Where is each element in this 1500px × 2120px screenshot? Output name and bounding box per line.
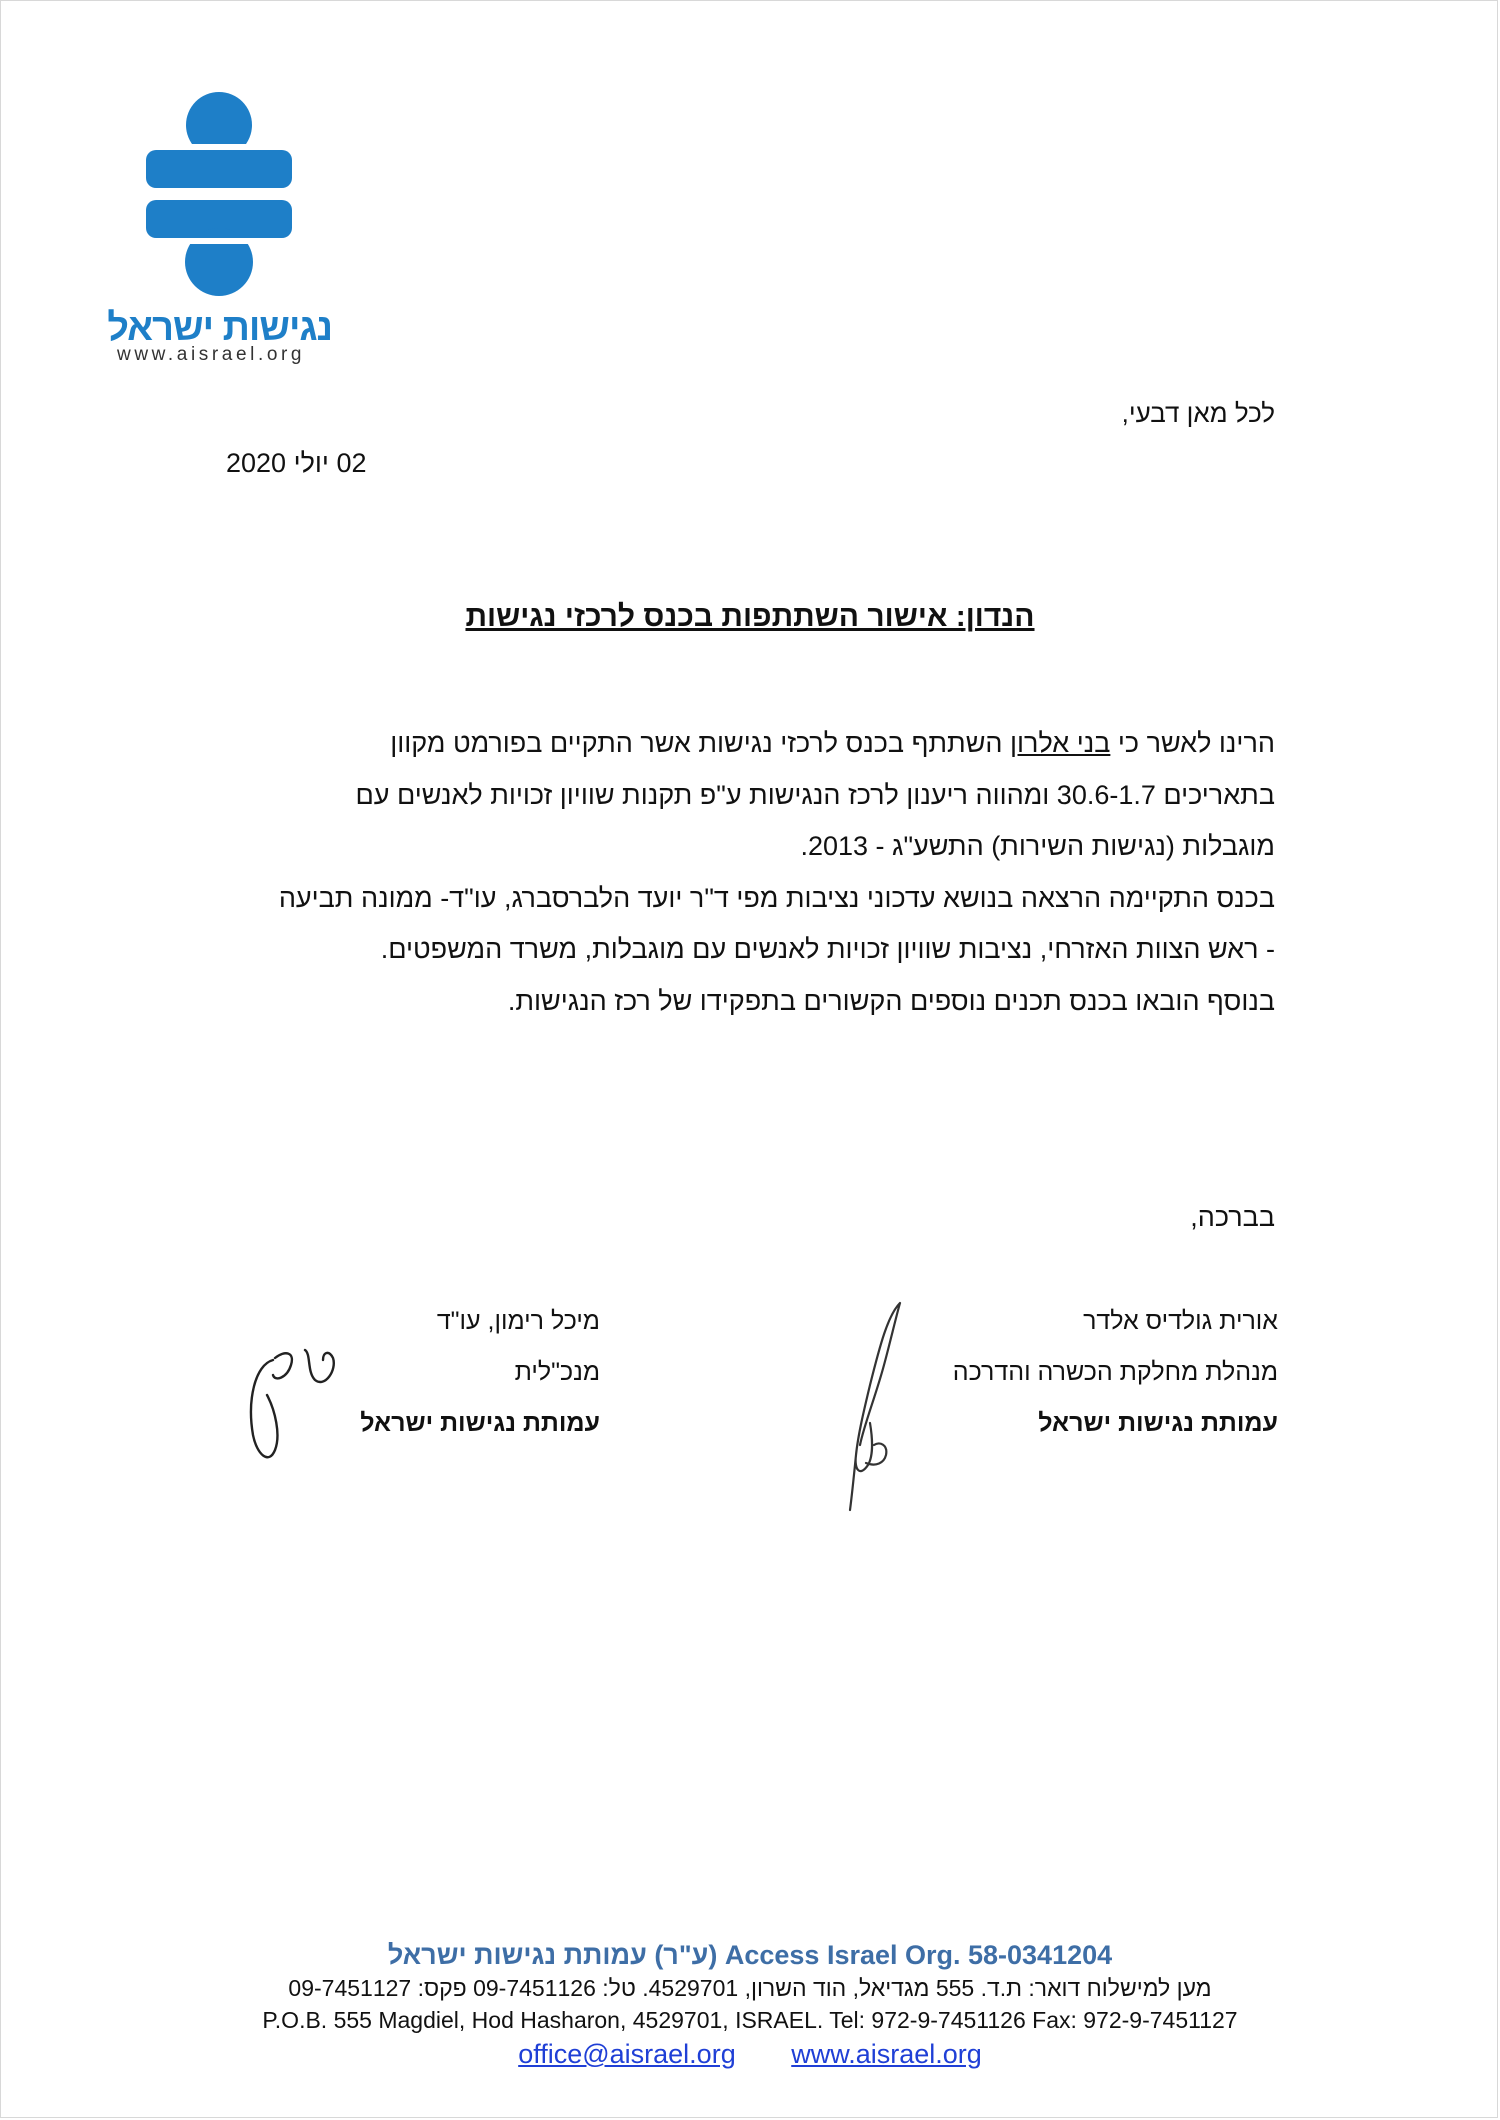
- email-link[interactable]: office@aisrael.org: [518, 2039, 736, 2069]
- footer-address-english: P.O.B. 555 Magdiel, Hod Hasharon, 4529701, ISRAEL. Tel: 972-9-7451126 Fax: 972-9-7451127: [262, 2007, 1238, 2033]
- signature-left-icon: [245, 1340, 345, 1470]
- body-line: מוגבלות (נגישות השירות) התשע"ג - 2013.: [800, 831, 1275, 861]
- regards: בברכה,: [1190, 1202, 1275, 1232]
- signatory-org: עמותת נגישות ישראל: [360, 1409, 600, 1437]
- footer: [0, 1938, 1500, 2072]
- logo: [107, 92, 332, 372]
- body-line: בנוסף הובאו בכנס תכנים נוספים הקשורים בתפקידו של רכז הנגישות.: [507, 985, 1275, 1016]
- signatory-name: מיכל רימון, עו"ד: [436, 1307, 600, 1335]
- participant-name: בני אלרון: [1010, 728, 1111, 758]
- logo-mark-icon: [146, 92, 292, 304]
- body-line: - ראש הצוות האזרחי, נציבות שוויון זכויות לאנשים עם מוגבלות, משרד המשפטים.: [380, 934, 1275, 964]
- greeting: לכל מאן דבעי,: [1121, 398, 1275, 428]
- body-text: הרינו לאשר כי: [1110, 728, 1275, 758]
- signatory-org: עמותת נגישות ישראל: [1038, 1409, 1278, 1437]
- signatory-name: אורית גולדיס אלדר: [1083, 1307, 1278, 1335]
- body-text: השתתף בכנס לרכזי נגישות אשר התקיים בפורמט מקוון: [390, 728, 1011, 758]
- logo-name: נגישות ישראל: [107, 307, 332, 349]
- body-line: בתאריכים 30.6-1.7 ומהווה ריענון לרכז הנגישות ע"פ תקנות שוויון זכויות לאנשים עם: [355, 779, 1275, 810]
- signatory-left: [360, 1296, 600, 1449]
- logo-url: www.aisrael.org: [117, 344, 306, 365]
- footer-address-hebrew: מען למישלוח דואר: ת.ד. 555 מגדיאל, הוד השרון, 4529701. טל: 09-7451126 פקס: 09-7451127: [288, 1975, 1212, 2001]
- website-link[interactable]: www.aisrael.org: [791, 2039, 982, 2069]
- footer-title: Access Israel Org. 58-0341204 (ע"ר) עמותת נגישות ישראל: [387, 1940, 1113, 1970]
- letter-body: [235, 718, 1275, 1027]
- signatory-title: מנהלת מחלקת הכשרה והדרכה: [952, 1358, 1278, 1386]
- body-line: [235, 718, 1275, 770]
- footer-links: [0, 2036, 1500, 2072]
- letter-subject: הנדון: אישור השתתפות בכנס לרכזי נגישות: [465, 600, 1035, 633]
- letter-date: 02 יולי 2020: [226, 448, 367, 478]
- signatory-title: מנכ"לית: [514, 1358, 600, 1386]
- body-line: בכנס התקיימה הרצאה בנושא עדכוני נציבות מפי ד"ר יועד הלברסברג, עו"ד- ממונה תביעה: [278, 882, 1275, 913]
- signatory-right: [953, 1296, 1278, 1449]
- signature-right-icon: [820, 1295, 930, 1515]
